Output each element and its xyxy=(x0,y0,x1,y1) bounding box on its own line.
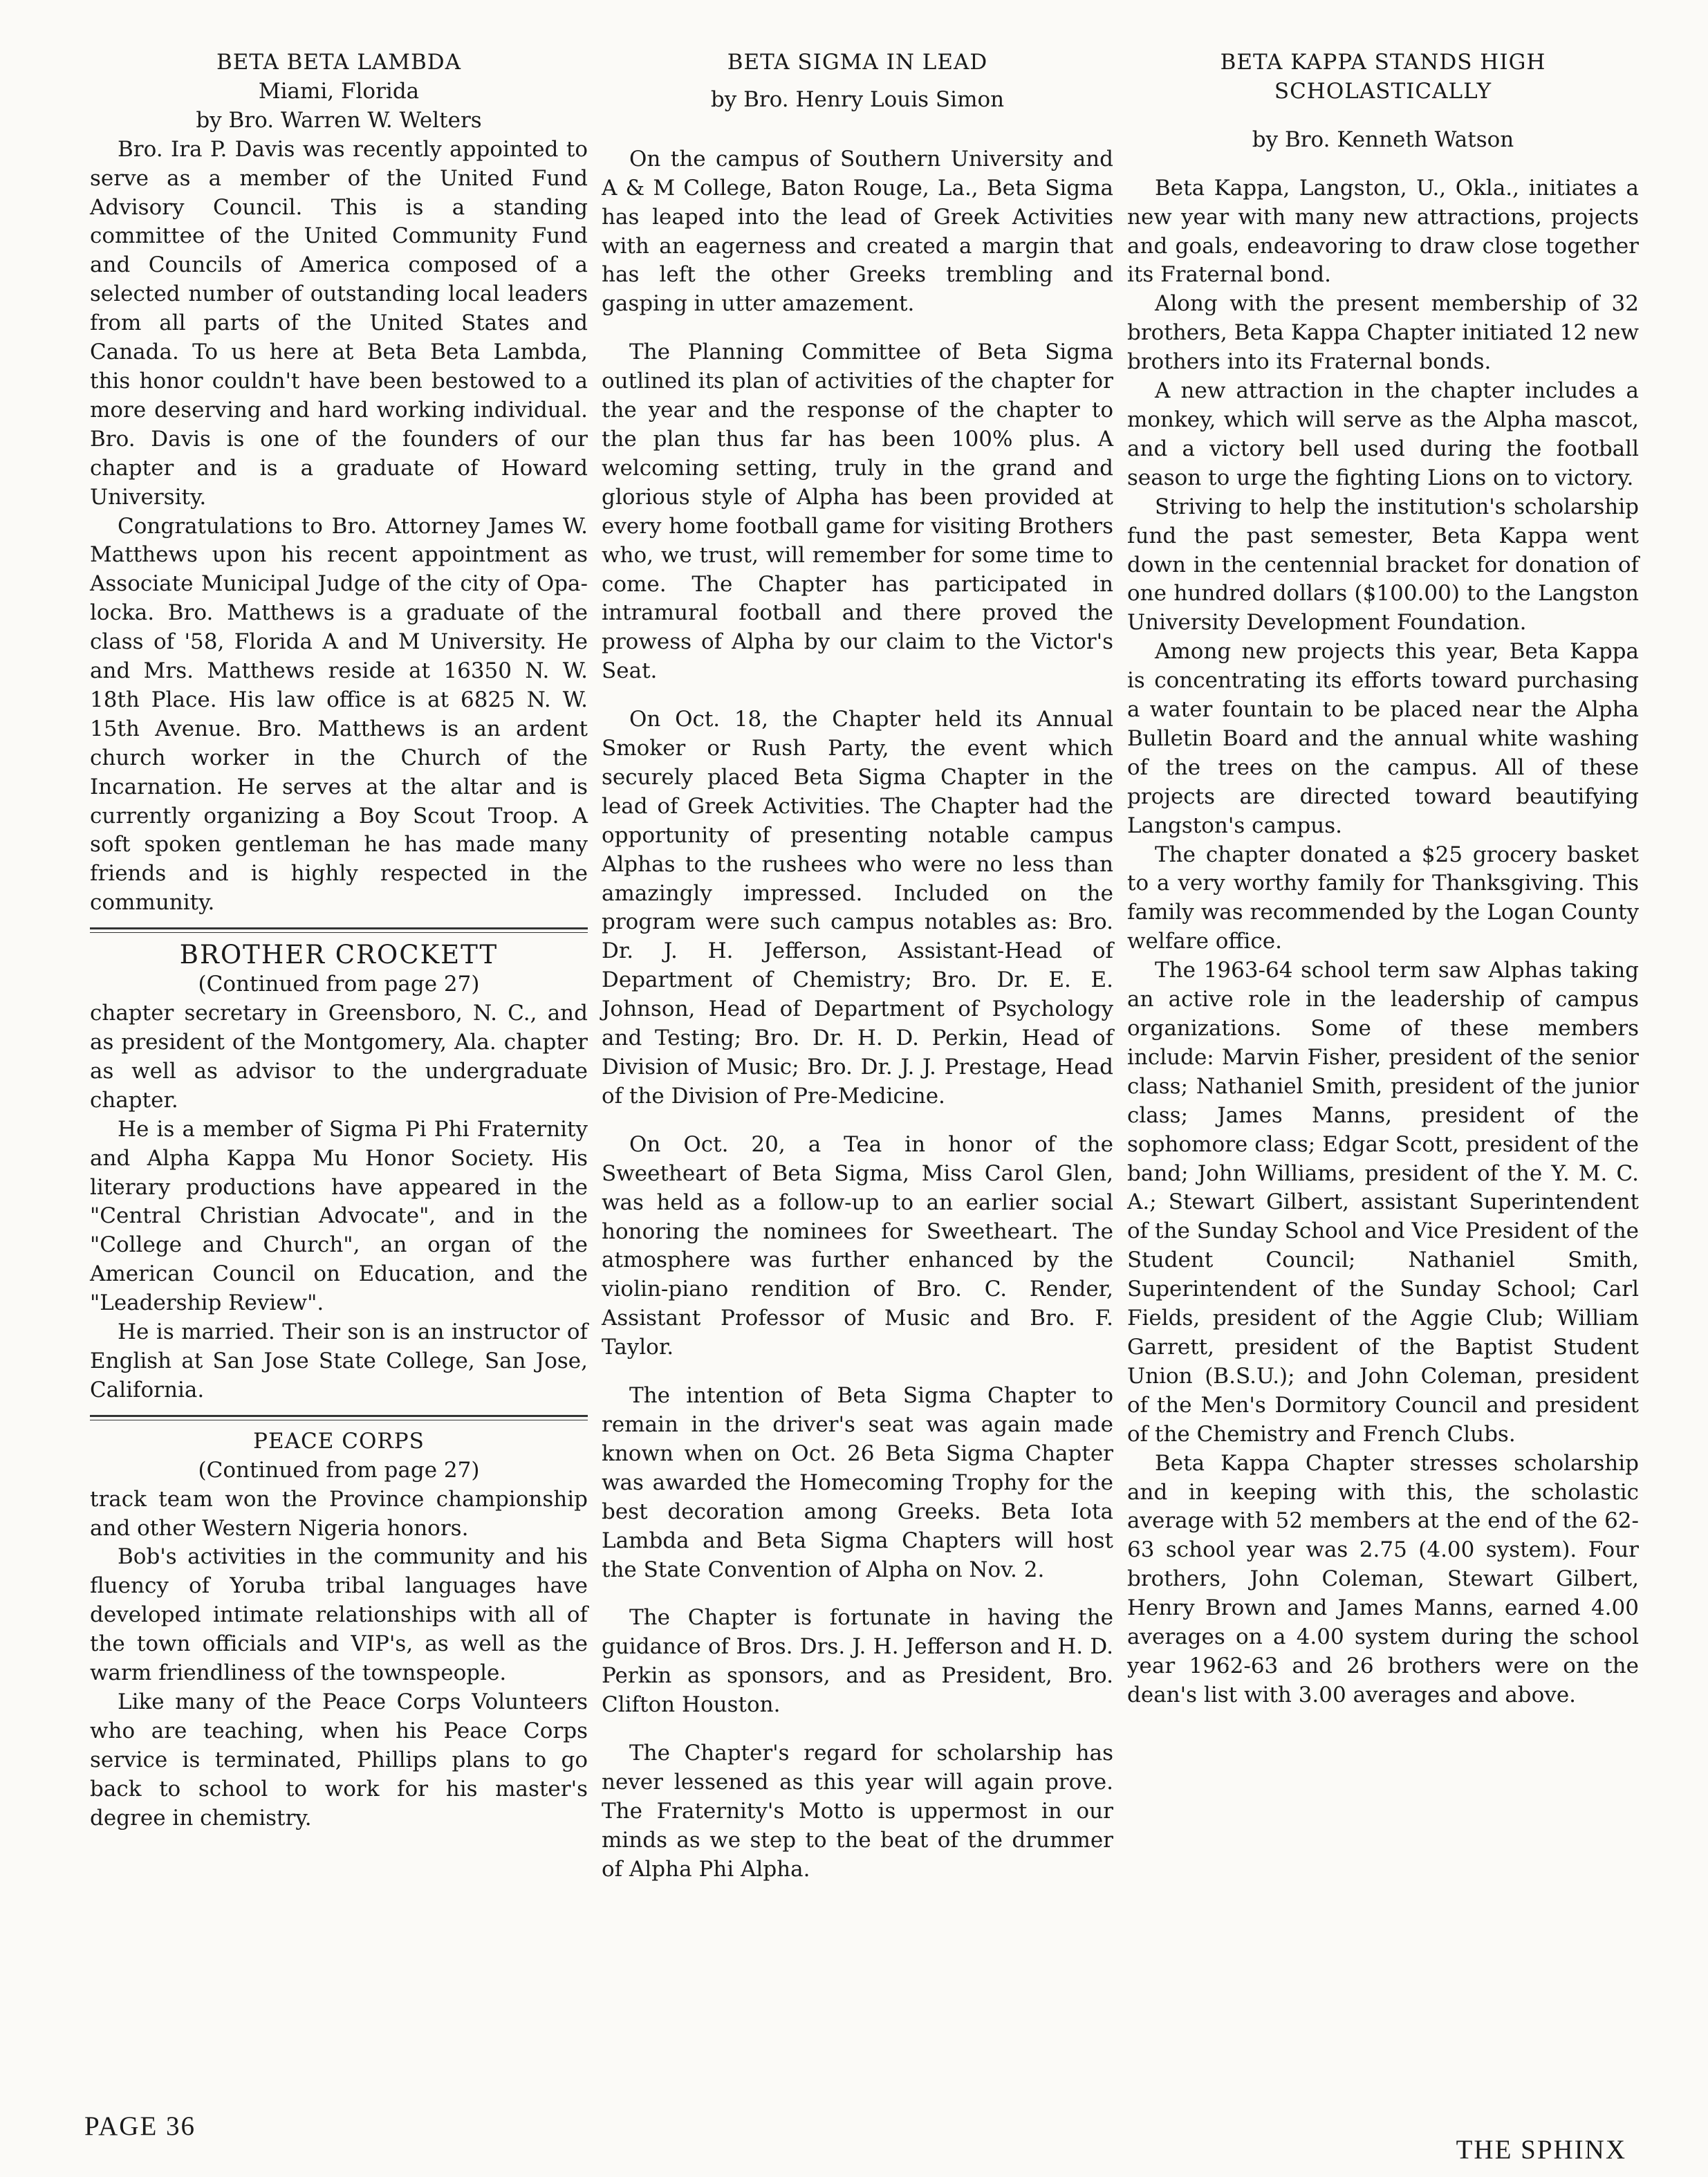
paragraph: A new attraction in the chapter includes a monkey, which will serve as the Alpha mascot, and a victory bell used during the football season to urge the fighting Lions on to victory. xyxy=(1127,378,1639,490)
paragraph: Bob's activities in the community and his fluency of Yoruba tribal languages have developed intimate relationships with all of the town officials and VIP's, as well as the warm friendliness of the townspeople. xyxy=(90,1544,588,1686)
paragraph: The Chapter's regard for scholarship has never lessened as this year will again prove. The Fraternity's Motto is uppermost in our minds as we step to the beat of the drummer of Alpha Phi Alpha. xyxy=(602,1741,1113,1882)
paragraph: Congratulations to Bro. Attorney James W. Matthews upon his recent appointment as Associate Municipal Judge of the city of Opa-locka. Bro. Matthews is a graduate of the class of '58, Florida A and M University. He and Mrs. Matthews reside at 16350 N. W. 18th Place. His law office is at 6825 N. W. 15th Avenue. Bro. Matthews is an ardent church worker in the Church of the Incarnation. He serves at the altar and is currently organizing a Boy Scout Troop. A soft spoken gentleman he has made many friends and is highly respected in the community. xyxy=(90,513,588,916)
double-rule-divider xyxy=(90,927,588,933)
section-byline: by Bro. Warren W. Welters xyxy=(196,107,482,133)
paragraph: On Oct. 20, a Tea in honor of the Sweetheart of Beta Sigma, Miss Carol Glen, was held as a follow-up to an earlier social honoring the nominees for Sweetheart. The atmosphere was further enhanced by the violin-piano rendition of Bro. C. Render, Assistant Professor of Music and Bro. F. Taylor. xyxy=(602,1131,1113,1360)
paragraph: The intention of Beta Sigma Chapter to remain in the driver's seat was again made known when on Oct. 26 Beta Sigma Chapter was awarded the Homecoming Trophy for the best decoration among Greeks. Beta Iota Lambda and Beta Sigma Chapters will host the State Convention of Alpha on Nov. 2. xyxy=(602,1383,1113,1582)
paragraph: Beta Kappa Chapter stresses scholarship and in keeping with this, the scholastic average with 52 members at the end of the 62-63 school year was 2.75 (4.00 system). Four brothers, John Coleman, Stewart Gilbert, Henry Brown and James Manns, earned 4.00 averages on a 4.00 system during the school year 1962-63 and 26 brothers were on the dean's list with 3.00 averages and above. xyxy=(1127,1450,1639,1707)
paragraph: The 1963-64 school term saw Alphas taking an active role in the leadership of campus organizations. Some of these members include: Marvin Fisher, president of the senior class; Nathaniel Smith, president of the junior class; James Manns, president of the sophomore class; Edgar Scott, president of the band; John Williams, president of the Y. M. C. A.; Stewart Gilbert, assistant Superintendent of the Sunday School and Vice President of the Student Council; Nathaniel Smith, Superintendent of the Sunday School; Carl Fields, president of the Aggie Club; William Garrett, president of the Baptist Student Union (B.S.U.); and John Coleman, president of the Men's Dormitory Council and president of the Chemistry and French Clubs. xyxy=(1127,958,1639,1447)
paragraph: Bro. Ira P. Davis was recently appointed to serve as a member of the United Fund Advisory Council. This is a standing committee of the United Community Fund and Councils of America composed of a selected number of outstanding local leaders from all parts of the United States and Canada. To us here at Beta Beta Lambda, this honor couldn't have been bestowed to a more deserving and hard working individual. Bro. Davis is one of the founders of our chapter and is a graduate of Howard University. xyxy=(90,136,588,510)
section-byline: by Bro. Henry Louis Simon xyxy=(710,86,1005,112)
paragraph: track team won the Province championship and other Western Nigeria honors. xyxy=(90,1486,588,1541)
section-title-peace-corps: PEACE CORPS xyxy=(253,1428,425,1454)
paragraph: Among new projects this year, Beta Kappa is concentrating its efforts toward purchasing a water fountain to be placed near the Alpha Bulletin Board and the annual white washing of the trees on the campus. All of these projects are directed toward beautifying Langston's campus. xyxy=(1127,639,1639,838)
paragraph: The Planning Committee of Beta Sigma outlined its plan of activities of the chapter for the year and the response of the chapter to the plan thus far has been 100% plus. A welcoming setting, truly in the grand and glorious style of Alpha has been provided at every home football game for visiting Brothers who, we trust, will remember for some time to come. The Chapter has participated in intramural football and there proved the prowess of Alpha by our claim to the Victor's Seat. xyxy=(602,340,1113,684)
section-title-beta-sigma: BETA SIGMA IN LEAD xyxy=(727,50,988,75)
paragraph: Like many of the Peace Corps Volunteers who are teaching, when his Peace Corps service is terminated, Phillips plans to go back to school to work for his master's degree in chemistry. xyxy=(90,1689,588,1831)
column-middle xyxy=(602,48,1113,1884)
paragraph: Striving to help the institution's scholarship fund the past semester, Beta Kappa went down in the centennial bracket for donation of one hundred dollars ($100.00) to the Langston University Development Foundation. xyxy=(1127,494,1639,636)
section-title-beta-beta-lambda: BETA BETA LAMBDA xyxy=(216,50,461,75)
paragraph: He is a member of Sigma Pi Phi Fraternity and Alpha Kappa Mu Honor Society. His literary productions have appeared in the "Central Christian Advocate", and in the "College and Church", an organ of the American Council on Education, and the "Leadership Review". xyxy=(90,1116,588,1316)
section-title-beta-kappa-line2: SCHOLASTICALLY xyxy=(1274,78,1492,104)
continued-note: (Continued from page 27) xyxy=(198,972,480,997)
column-left xyxy=(90,48,588,1833)
paragraph: Beta Kappa, Langston, U., Okla., initiates a new year with many new attractions, projects and goals, endeavoring to draw close together its Fraternal bond. xyxy=(1127,175,1639,288)
paragraph: The Chapter is fortunate in having the guidance of Bros. Drs. J. H. Jefferson and H. D. Perkin as sponsors, and as President, Bro. Clifton Houston. xyxy=(602,1605,1113,1718)
paragraph: On Oct. 18, the Chapter held its Annual Smoker or Rush Party, the event which securely placed Beta Sigma Chapter in the lead of Greek Activities. The Chapter had the opportunity of presenting notable campus Alphas to the rushees who were no less than amazingly impressed. Included on the program were such campus notables as: Bro. Dr. J. H. Jefferson, Assistant-Head of Department of Chemistry; Bro. Dr. E. E. Johnson, Head of Department of Psychology and Testing; Bro. Dr. H. D. Perkin, Head of Division of Music; Bro. Dr. J. J. Prestage, Head of the Division of Pre-Medicine. xyxy=(602,707,1113,1109)
paragraph: chapter secretary in Greensboro, N. C., and as president of the Montgomery, Ala. chapter as well as advisor to the undergraduate chapter. xyxy=(90,1001,588,1113)
section-location: Miami, Florida xyxy=(258,78,420,104)
section-title-brother-crockett: BROTHER CROCKETT xyxy=(179,940,499,970)
double-rule-divider xyxy=(90,1415,588,1420)
section-title-beta-kappa-line1: BETA KAPPA STANDS HIGH xyxy=(1220,50,1546,75)
continued-note: (Continued from page 27) xyxy=(198,1457,480,1483)
paragraph: The chapter donated a $25 grocery basket to a very worthy family for Thanksgiving. This family was recommended by the Logan County welfare office. xyxy=(1127,842,1639,954)
page-number: PAGE 36 xyxy=(84,2111,196,2141)
paragraph: Along with the present membership of 32 brothers, Beta Kappa Chapter initiated 12 new brothers into its Fraternal bonds. xyxy=(1127,291,1639,375)
column-right xyxy=(1127,48,1639,1710)
paragraph: He is married. Their son is an instructor of English at San Jose State College, San Jose, California. xyxy=(90,1319,588,1402)
section-byline: by Bro. Kenneth Watson xyxy=(1252,127,1514,152)
magazine-name: THE SPHINX xyxy=(1456,2135,1626,2165)
paragraph: On the campus of Southern University and A & M College, Baton Rouge, La., Beta Sigma has leaped into the lead of Greek Activities with an eagerness and created a margin that has left the other Greeks trembling and gasping in utter amazement. xyxy=(602,146,1113,317)
